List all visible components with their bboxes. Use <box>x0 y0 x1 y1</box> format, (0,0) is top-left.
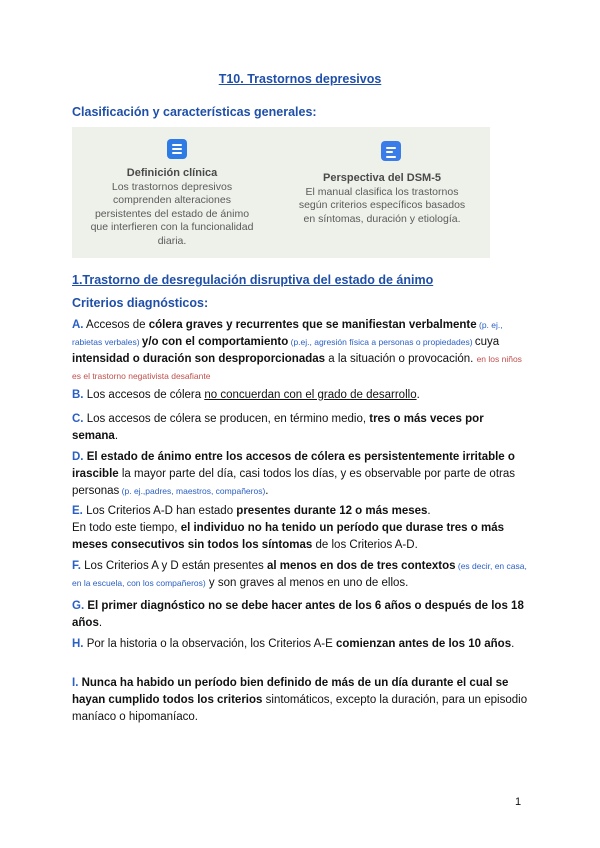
bold-text: y/o con el comportamiento <box>141 336 289 348</box>
criterion-b <box>72 387 528 404</box>
criterion-i <box>72 675 528 726</box>
card-dsm5-title: Perspectiva del DSM-5 <box>323 172 441 184</box>
criteria-heading: Criterios diagnósticos: <box>72 296 209 310</box>
text: Por la historia o la observación, los Criterios A-E <box>83 638 336 650</box>
bold-text: El estado de ánimo entre los accesos de cólera es persistentemente irritable o irascible <box>72 451 515 480</box>
criterion-g <box>72 598 528 632</box>
handwritten-note: en los niños es el trastorno negativista desafiante <box>72 354 522 381</box>
criterion-letter: E. <box>72 505 83 517</box>
bold-text: El primer diagnóstico no se debe hacer antes de los 6 años o después de los 18 años <box>72 600 524 629</box>
criterion-letter: D. <box>72 451 84 463</box>
bold-text: tres o más veces por semana <box>72 413 484 442</box>
text: . <box>265 485 269 497</box>
card-definition-title: Definición clínica <box>126 167 218 179</box>
card-definition <box>72 167 272 248</box>
list-icon <box>167 139 187 159</box>
subsection-heading: 1.Trastorno de desregulación disruptiva del estado de ánimo <box>72 273 434 287</box>
criterion-letter: C. <box>72 413 84 425</box>
criterion-letter: G. <box>72 600 85 612</box>
text: En todo este tiempo, <box>72 522 181 534</box>
criterion-letter: B. <box>72 389 84 401</box>
text: la mayor parte del día, casi todos los días, y es observable por parte de otras personas <box>72 468 515 497</box>
card-dsm5-line: según criterios específicos basados <box>298 199 466 211</box>
text: . <box>511 638 515 650</box>
bold-text: al menos en dos de tres contextos <box>266 560 456 572</box>
text: . <box>416 389 420 401</box>
text: Los Criterios A-D han estado <box>82 505 237 517</box>
criterion-d <box>72 449 528 500</box>
criterion-f <box>72 558 528 592</box>
bold-text: intensidad o duración son desproporcionadas <box>72 353 326 365</box>
text: Accesos de <box>83 319 149 331</box>
example-text: (p. ej.,padres, maestros, compañeros) <box>119 486 266 496</box>
text: Los accesos de cólera se producen, en término medio, <box>83 413 370 425</box>
bold-text: cólera graves y recurrentes que se manifiestan verbalmente <box>148 319 477 331</box>
text: Los Criterios A y D están presentes <box>80 560 267 572</box>
criterion-h <box>72 636 528 653</box>
text: de los Criterios A-D. <box>312 539 418 551</box>
card-definition-line: diaria. <box>157 234 187 247</box>
bold-text: presentes durante 12 o más meses <box>236 505 428 517</box>
bold-text: el individuo no ha tenido un período que durase tres o más meses consecutivos sin todos los síntomas <box>72 522 505 551</box>
text: . <box>427 505 431 517</box>
infographic-box <box>72 127 490 258</box>
card-dsm5-line: El manual clasifica los trastornos <box>305 185 459 198</box>
criterion-e <box>72 503 528 554</box>
card-definition-line: persistentes del estado de ánimo <box>94 207 250 220</box>
text: y son graves al menos en uno de ellos. <box>205 577 409 589</box>
text: a la situación o provocación. <box>325 353 477 365</box>
criterion-letter: A. <box>72 319 84 331</box>
criterion-letter: H. <box>72 638 84 650</box>
example-text: (p.ej., agresión física a personas o propiedades) <box>288 337 475 347</box>
criterion-a <box>72 317 528 385</box>
text: Los accesos de cólera <box>83 389 205 401</box>
text: sintomáticos, excepto la duración, para un episodio maníaco o hipomaníaco. <box>72 694 528 723</box>
card-dsm5-line: en síntomas, duración y etiología. <box>303 212 461 225</box>
page-number: 1 <box>515 796 522 808</box>
bold-text: Nunca ha habido un período bien definido de más de un día durante el cual se hayan cumplido todos los criterios <box>72 677 509 706</box>
document-title: T10. Trastornos depresivos <box>218 72 382 86</box>
bold-text: comienzan antes de los 10 años <box>335 638 512 650</box>
text: . <box>98 617 103 629</box>
card-definition-line: que interfieren con la funcionalidad <box>90 221 254 233</box>
criterion-letter: F. <box>72 560 81 572</box>
example-text: (es decir, en casa, en la escuela, con los compañeros) <box>72 561 527 588</box>
example-text: (p. ej., rabietas verbales) <box>72 320 503 347</box>
card-definition-line: Los trastornos depresivos <box>111 180 233 193</box>
section-heading: Clasificación y características generales: <box>72 105 317 119</box>
text: . <box>114 430 119 442</box>
criterion-letter: I. <box>72 677 79 689</box>
criterion-c <box>72 411 528 445</box>
card-dsm5 <box>282 172 482 226</box>
underlined-text: no concuerdan con el grado de desarrollo <box>204 389 417 401</box>
document-icon <box>381 141 401 161</box>
text: cuya <box>474 336 500 348</box>
card-definition-line: comprenden alteraciones <box>113 194 231 206</box>
